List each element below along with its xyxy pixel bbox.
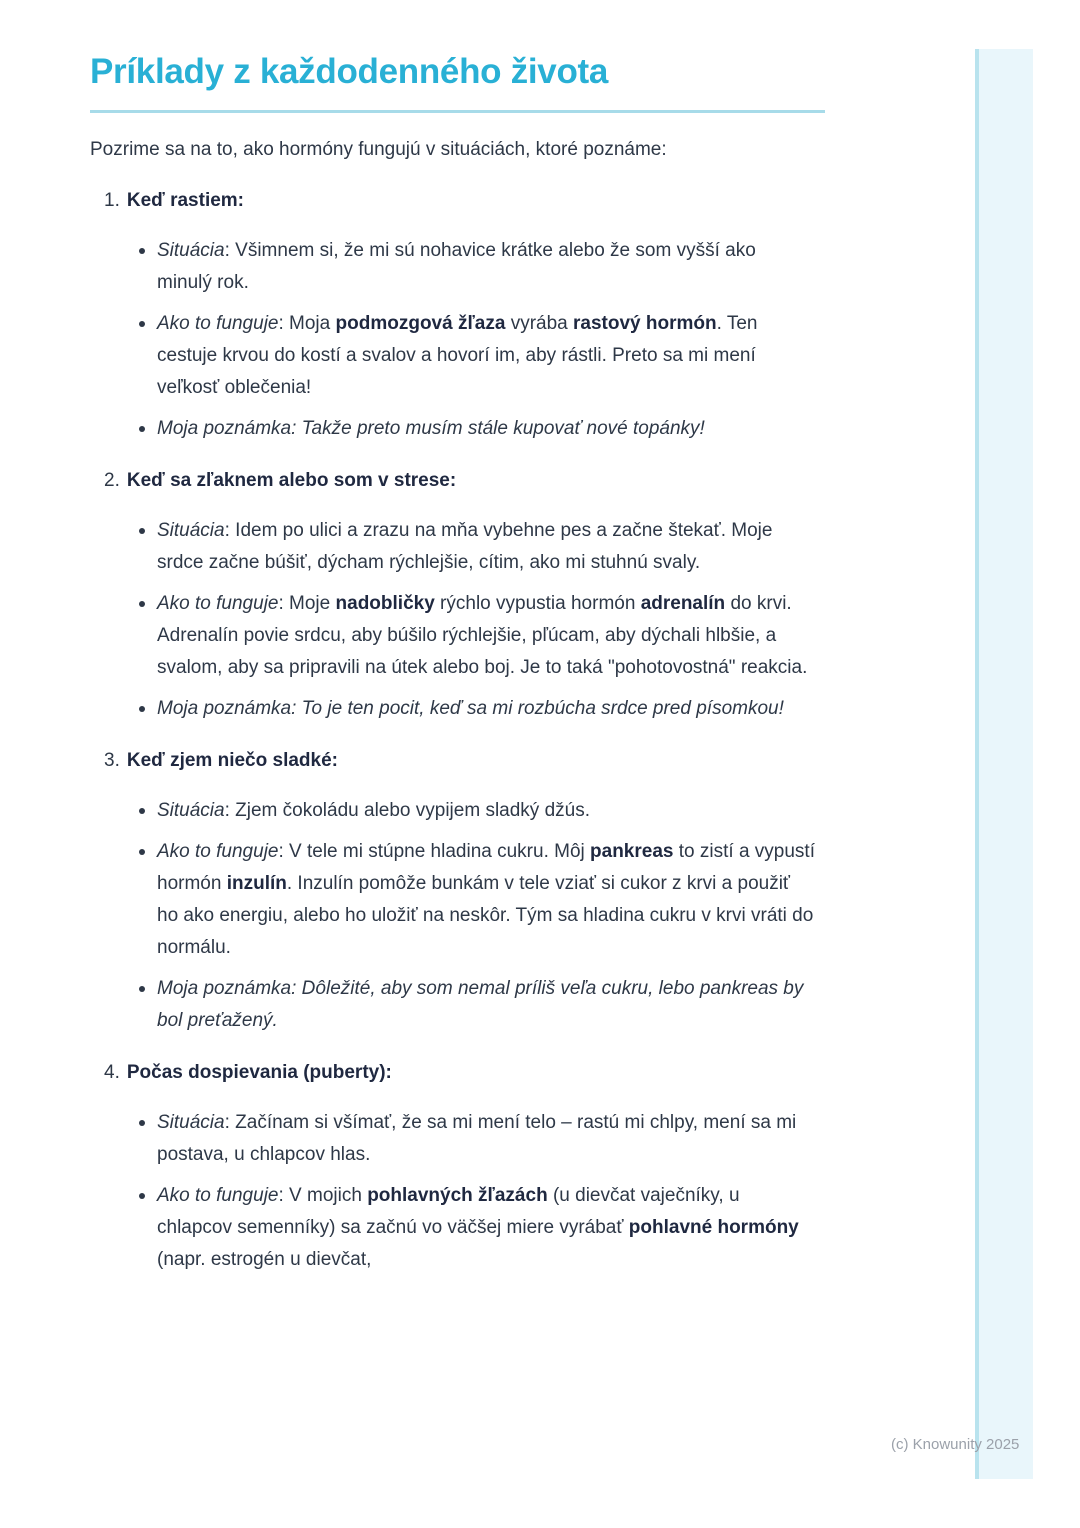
sections <box>90 185 832 1276</box>
text-run: Ako to funguje <box>157 1185 279 1206</box>
text-run: podmozgová žľaza <box>335 313 506 334</box>
list-item <box>137 973 815 1037</box>
text-run: Moja poznámka: To je ten pocit, keď sa mi rozbúcha srdce pred písomkou! <box>157 698 784 719</box>
text-run: pohlavné hormóny <box>628 1217 799 1238</box>
item-number: 2. <box>104 470 120 491</box>
text-run: inzulín <box>226 873 287 894</box>
text-run: Situácia <box>157 240 225 261</box>
section <box>90 465 832 725</box>
text-run: : Moja <box>278 313 336 334</box>
text-run: nadobličky <box>335 593 435 614</box>
text-run: Moja poznámka: Takže preto musím stále kupovať nové topánky! <box>157 418 705 439</box>
section <box>90 1057 832 1276</box>
text-run: : V tele mi stúpne hladina cukru. Môj <box>278 841 591 862</box>
section-heading <box>104 745 832 777</box>
section-title: Keď zjem niečo sladké: <box>126 750 338 771</box>
section-heading <box>104 185 832 217</box>
bullet-list <box>137 795 832 1037</box>
section-title: Počas dospievania (puberty): <box>126 1062 392 1083</box>
text-run: : Začínam si všímať, že sa mi mení telo – rastú mi chlpy, mení sa mi postava, u chlapcov hlas. <box>157 1112 797 1165</box>
text-run: vyrába <box>505 313 574 334</box>
text-run: do krvi. Adrenalín povie srdcu, aby búšilo rýchlejšie, pľúcam, aby dýchali hlbšie, a svalom, aby sa pripravili na útek alebo boj. Je to taká "pohotovostná" reakcia. <box>157 593 808 678</box>
text-run: Moja poznámka: Dôležité, aby som nemal príliš veľa cukru, lebo pankreas by bol preťažený. <box>157 978 804 1031</box>
list-item <box>137 795 815 827</box>
text-run: adrenalín <box>640 593 726 614</box>
list-item <box>137 1180 815 1276</box>
list-item <box>137 413 815 445</box>
text-run: (u dievčat vaječníky, u chlapcov semenníky) sa začnú vo väčšej miere vyrábať <box>157 1185 740 1238</box>
list-item <box>137 1107 815 1171</box>
text-run: . Ten cestuje krvou do kostí a svalov a hovorí im, aby rástli. Preto sa mi mení veľkosť oblečenia! <box>157 313 758 398</box>
text-run: rastový hormón <box>573 313 717 334</box>
text-run: Ako to funguje <box>157 593 279 614</box>
list-item <box>137 836 815 964</box>
text-run: : Moje <box>278 593 336 614</box>
bullet-list <box>137 515 832 725</box>
list-item <box>137 693 815 725</box>
text-run: (napr. estrogén u dievčat, <box>157 1249 372 1270</box>
list-item <box>137 515 815 579</box>
item-number: 3. <box>104 750 120 771</box>
section-heading <box>104 465 832 497</box>
bullet-list <box>137 235 832 445</box>
title-underline <box>90 110 825 113</box>
text-run: : V mojich <box>278 1185 368 1206</box>
list-item <box>137 308 815 404</box>
text-run: Ako to funguje <box>157 841 279 862</box>
section-title: Keď rastiem: <box>126 190 245 211</box>
text-run: : Idem po ulici a zrazu na mňa vybehne pes a začne štekať. Moje srdce začne búšiť, dýcham rýchlejšie, cítim, ako mi stuhnú svaly. <box>157 520 773 573</box>
item-number: 4. <box>104 1062 120 1083</box>
page-content <box>90 52 832 1285</box>
section-heading <box>104 1057 832 1089</box>
bullet-list <box>137 1107 832 1276</box>
text-run: Ako to funguje <box>157 313 279 334</box>
text-run: Situácia <box>157 800 225 821</box>
text-run: : Zjem čokoládu alebo vypijem sladký džús. <box>224 800 590 821</box>
text-run: rýchlo vypustia hormón <box>434 593 641 614</box>
section <box>90 185 832 445</box>
list-item <box>137 235 815 299</box>
text-run: . Inzulín pomôže bunkám v tele vziať si cukor z krvi a použiť ho ako energiu, alebo ho uložiť na neskôr. Tým sa hladina cukru v krvi vráti do normálu. <box>157 873 814 958</box>
text-run: Situácia <box>157 1112 225 1133</box>
page-title: Príklady z každodenného života <box>90 52 609 91</box>
text-run: : Všimnem si, že mi sú nohavice krátke alebo že som vyšší ako minulý rok. <box>157 240 756 293</box>
section <box>90 745 832 1037</box>
list-item <box>137 588 815 684</box>
item-number: 1. <box>104 190 120 211</box>
text-run: Situácia <box>157 520 225 541</box>
copyright-note: (c) Knowunity 2025 <box>891 1436 1020 1453</box>
right-accent-band <box>975 49 1033 1479</box>
text-run: pankreas <box>590 841 674 862</box>
section-title: Keď sa zľaknem alebo som v strese: <box>126 470 457 491</box>
intro-paragraph: Pozrime sa na to, ako hormóny fungujú v situáciách, ktoré poznáme: <box>90 139 667 160</box>
text-run: pohlavných žľazách <box>367 1185 548 1206</box>
text-run: to zistí a vypustí hormón <box>157 841 815 894</box>
